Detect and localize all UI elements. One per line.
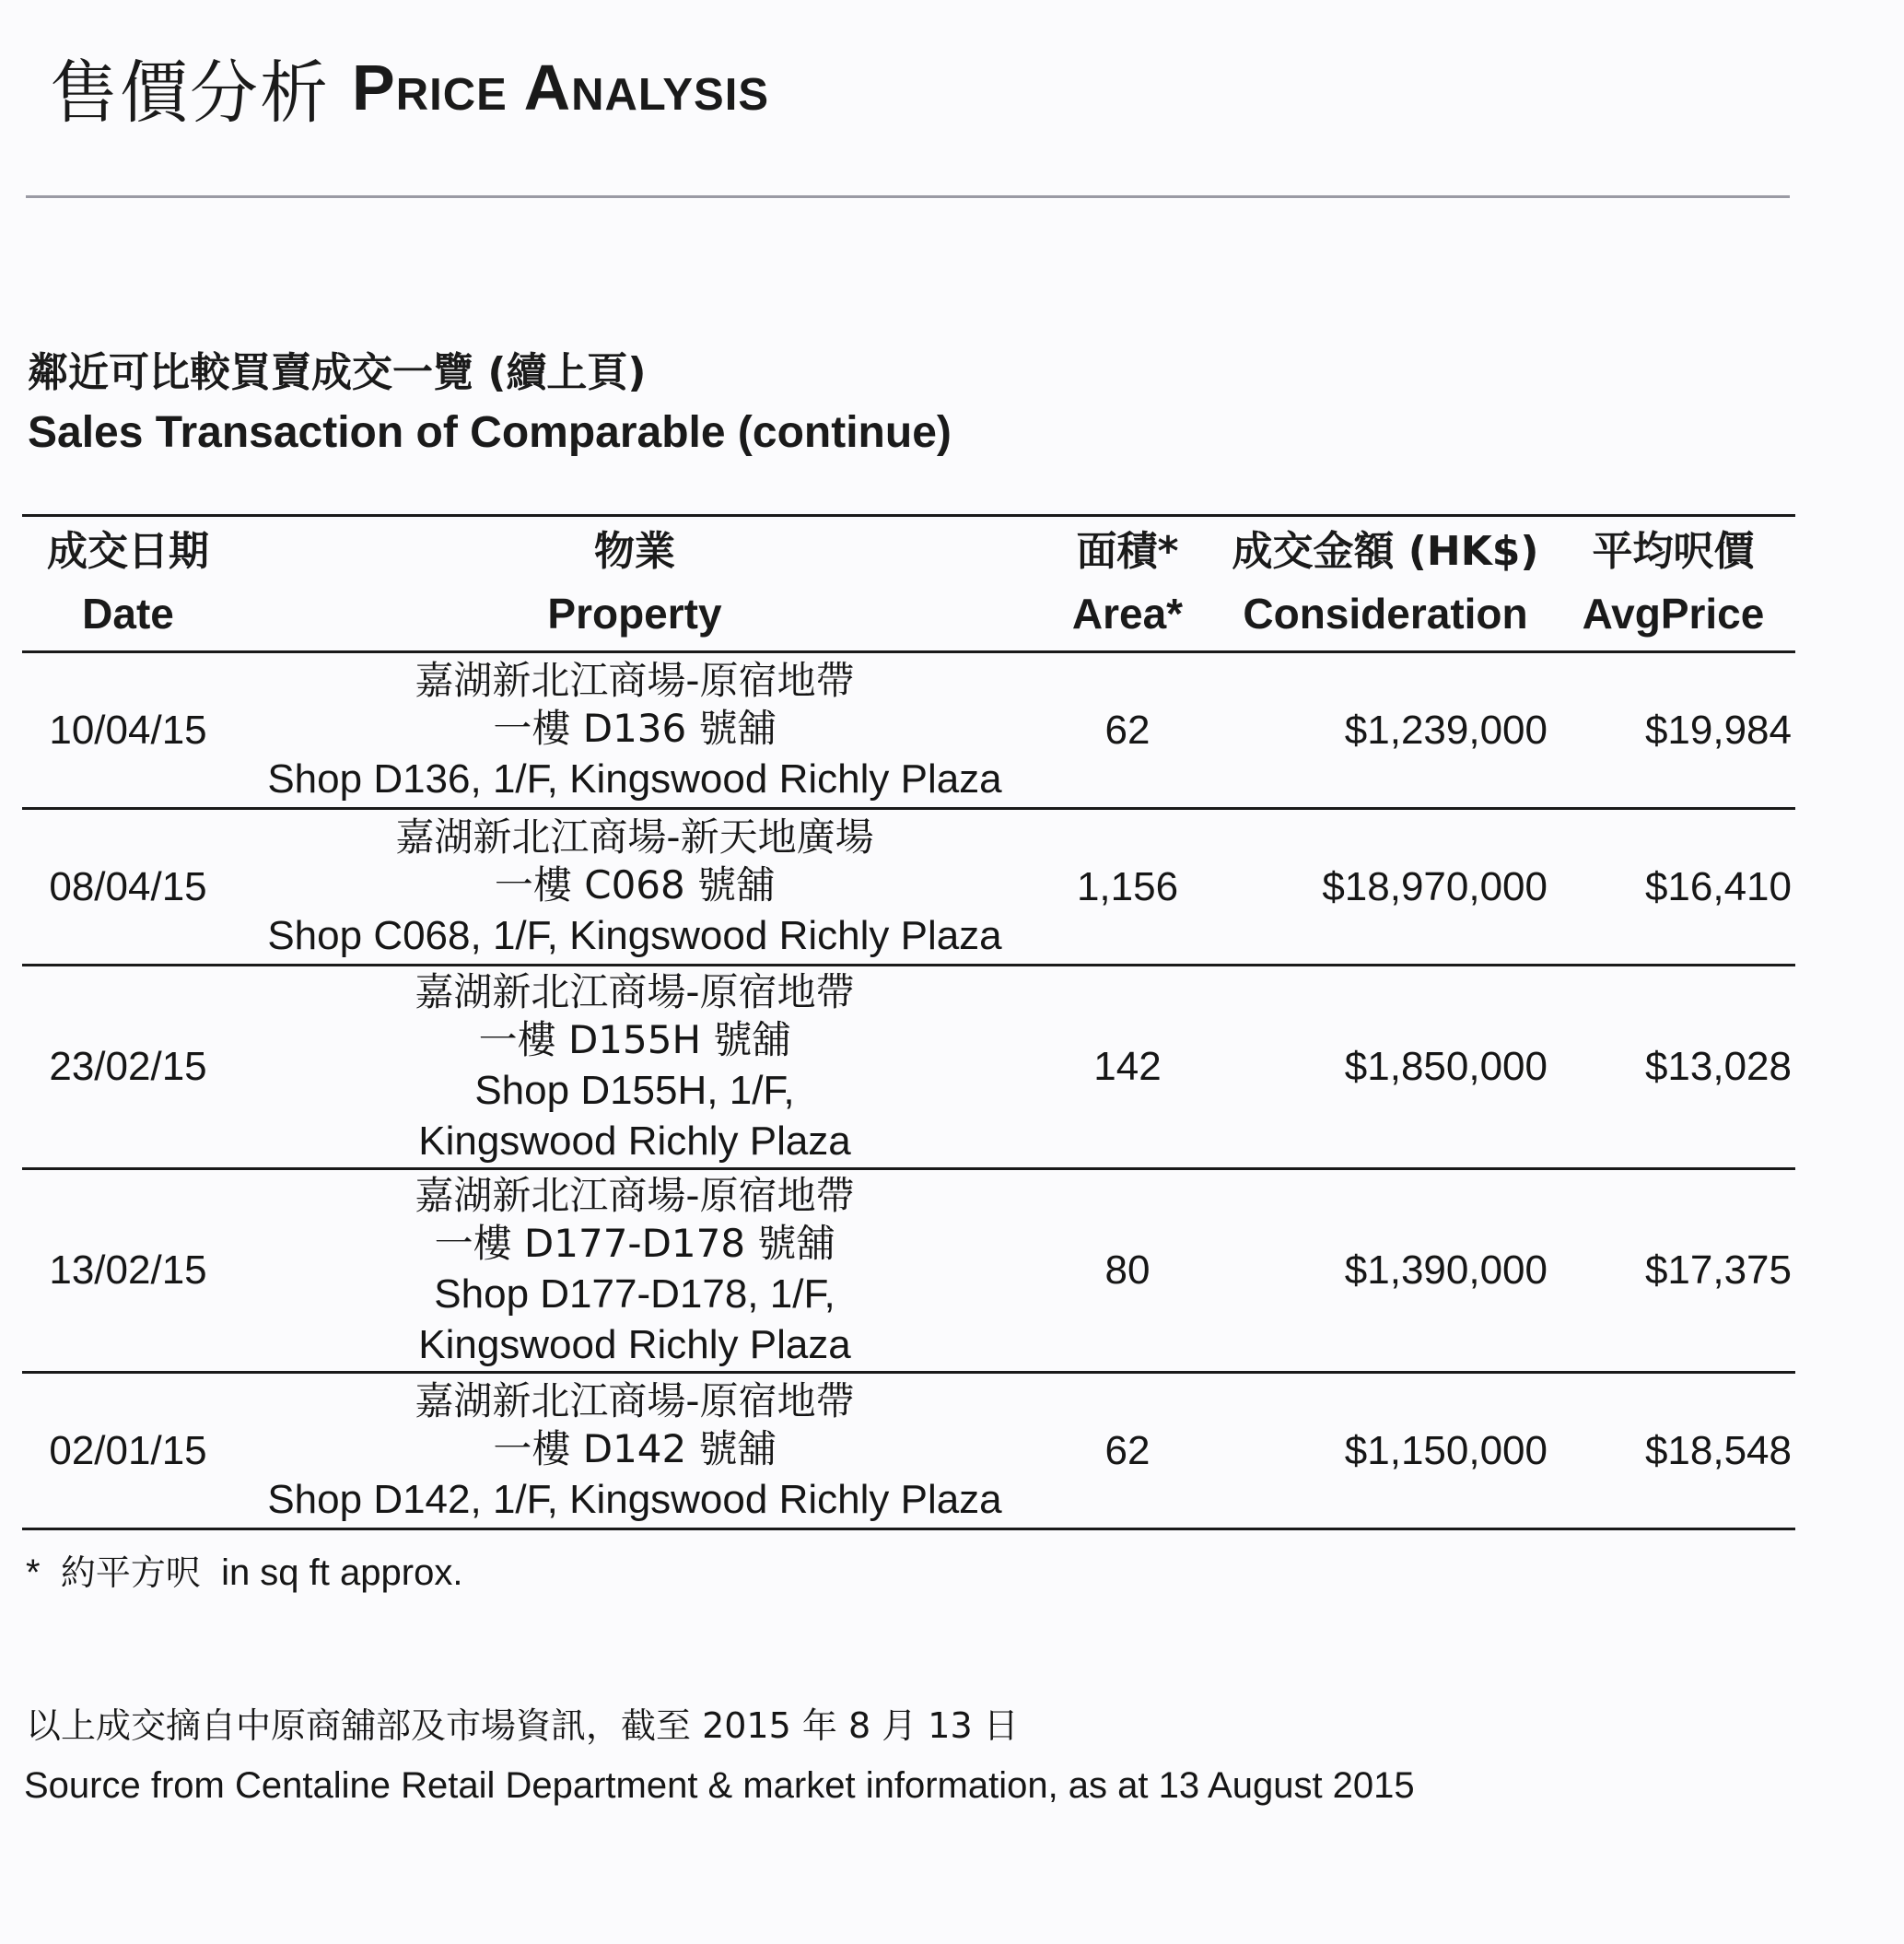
cell-date: 08/04/15	[49, 863, 207, 909]
footnote-text-en: in sq ft approx.	[221, 1552, 463, 1593]
cell-area: 142	[1093, 1044, 1162, 1089]
column-header-label-en: Date	[82, 590, 174, 638]
footnote-marker: *	[26, 1552, 41, 1593]
table-row	[22, 653, 1795, 810]
property-name-en: Shop D177-D178, 1/F,	[434, 1271, 835, 1317]
cell-consideration: $1,150,000	[1344, 1427, 1548, 1473]
cell-consideration: $1,390,000	[1344, 1247, 1548, 1293]
cell-property	[234, 653, 1035, 807]
page-header	[50, 37, 769, 138]
column-header-consideration	[1220, 517, 1551, 650]
column-header-label-zh: 平均呎價	[1592, 528, 1755, 575]
property-name-en: Shop D155H, 1/F,	[474, 1067, 795, 1113]
column-header-label-zh: 物業	[594, 528, 675, 575]
column-header-label-en: Property	[547, 590, 722, 638]
table-row	[22, 810, 1795, 966]
property-unit-zh: 一樓 D177-D178 號舖	[434, 1221, 835, 1266]
page-title-en: Price Analysis	[352, 52, 770, 123]
transactions-table	[22, 514, 1795, 1530]
column-header-label-en: Area*	[1071, 590, 1184, 638]
header-divider	[26, 195, 1790, 198]
property-unit-zh: 一樓 D136 號舖	[493, 706, 777, 751]
cell-consideration: $1,850,000	[1344, 1044, 1548, 1089]
cell-area: 62	[1104, 707, 1151, 753]
section-title-en: Sales Transaction of Comparable (continue)	[28, 408, 952, 457]
property-name-en: Shop D136, 1/F, Kingswood Richly Plaza	[267, 755, 1002, 802]
column-header-label-en: Consideration	[1243, 590, 1528, 638]
property-name-zh: 嘉湖新北江商場-原宿地帶	[415, 657, 855, 703]
table-row	[22, 1374, 1795, 1530]
property-unit-zh: 一樓 C068 號舖	[494, 862, 776, 908]
property-name-zh: 嘉湖新北江商場-原宿地帶	[415, 968, 855, 1014]
page-title-zh: 售價分析	[50, 53, 330, 133]
cell-date: 23/02/15	[49, 1044, 207, 1089]
property-name-en-cont: Kingswood Richly Plaza	[418, 1118, 851, 1164]
cell-property	[234, 1374, 1035, 1528]
cell-property	[234, 810, 1035, 964]
cell-date: 13/02/15	[49, 1247, 207, 1293]
cell-property	[234, 1170, 1035, 1371]
cell-date: 10/04/15	[49, 707, 207, 753]
cell-area: 62	[1104, 1427, 1151, 1473]
cell-property	[234, 966, 1035, 1167]
cell-avg-price: $17,375	[1644, 1247, 1792, 1293]
cell-consideration: $1,239,000	[1344, 707, 1548, 753]
cell-avg-price: $19,984	[1644, 707, 1792, 753]
column-header-label-zh: 成交金額 (HK$)	[1232, 528, 1539, 575]
property-name-zh: 嘉湖新北江商場-原宿地帶	[415, 1172, 855, 1218]
table-row	[22, 1170, 1795, 1374]
column-header-label-en: AvgPrice	[1582, 590, 1765, 638]
area-footnote	[26, 1544, 462, 1595]
cell-area: 1,156	[1076, 863, 1179, 909]
column-header-area	[1035, 517, 1220, 650]
source-note-en: Source from Centaline Retail Department & market information, as at 13 August 2015	[24, 1765, 1415, 1806]
column-header-property	[234, 517, 1035, 650]
cell-avg-price: $16,410	[1644, 863, 1792, 909]
column-header-date	[22, 517, 234, 650]
column-header-label-zh: 成交日期	[47, 528, 209, 575]
source-note-zh: 以上成交摘自中原商舖部及市場資訊，截至 2015 年 8 月 13 日	[26, 1705, 1019, 1746]
property-name-en: Shop C068, 1/F, Kingswood Richly Plaza	[267, 912, 1002, 958]
property-unit-zh: 一樓 D155H 號舖	[478, 1017, 791, 1062]
property-name-zh: 嘉湖新北江商場-新天地廣場	[395, 814, 874, 860]
section-title-zh: 鄰近可比較買賣成交一覽 (續上頁)	[28, 349, 647, 396]
column-header-avg-price	[1551, 517, 1795, 650]
footnote-text-zh: 約平方呎	[60, 1552, 201, 1593]
property-name-en: Shop D142, 1/F, Kingswood Richly Plaza	[267, 1476, 1002, 1522]
table-header	[22, 517, 1795, 653]
cell-avg-price: $13,028	[1644, 1044, 1792, 1089]
column-header-label-zh: 面積*	[1076, 528, 1179, 575]
cell-area: 80	[1104, 1247, 1151, 1293]
property-name-zh: 嘉湖新北江商場-原宿地帶	[415, 1377, 855, 1423]
cell-date: 02/01/15	[49, 1427, 207, 1473]
table-row	[22, 966, 1795, 1170]
cell-consideration: $18,970,000	[1322, 863, 1548, 909]
property-unit-zh: 一樓 D142 號舖	[493, 1426, 777, 1471]
cell-avg-price: $18,548	[1644, 1427, 1792, 1473]
property-name-en-cont: Kingswood Richly Plaza	[418, 1321, 851, 1367]
